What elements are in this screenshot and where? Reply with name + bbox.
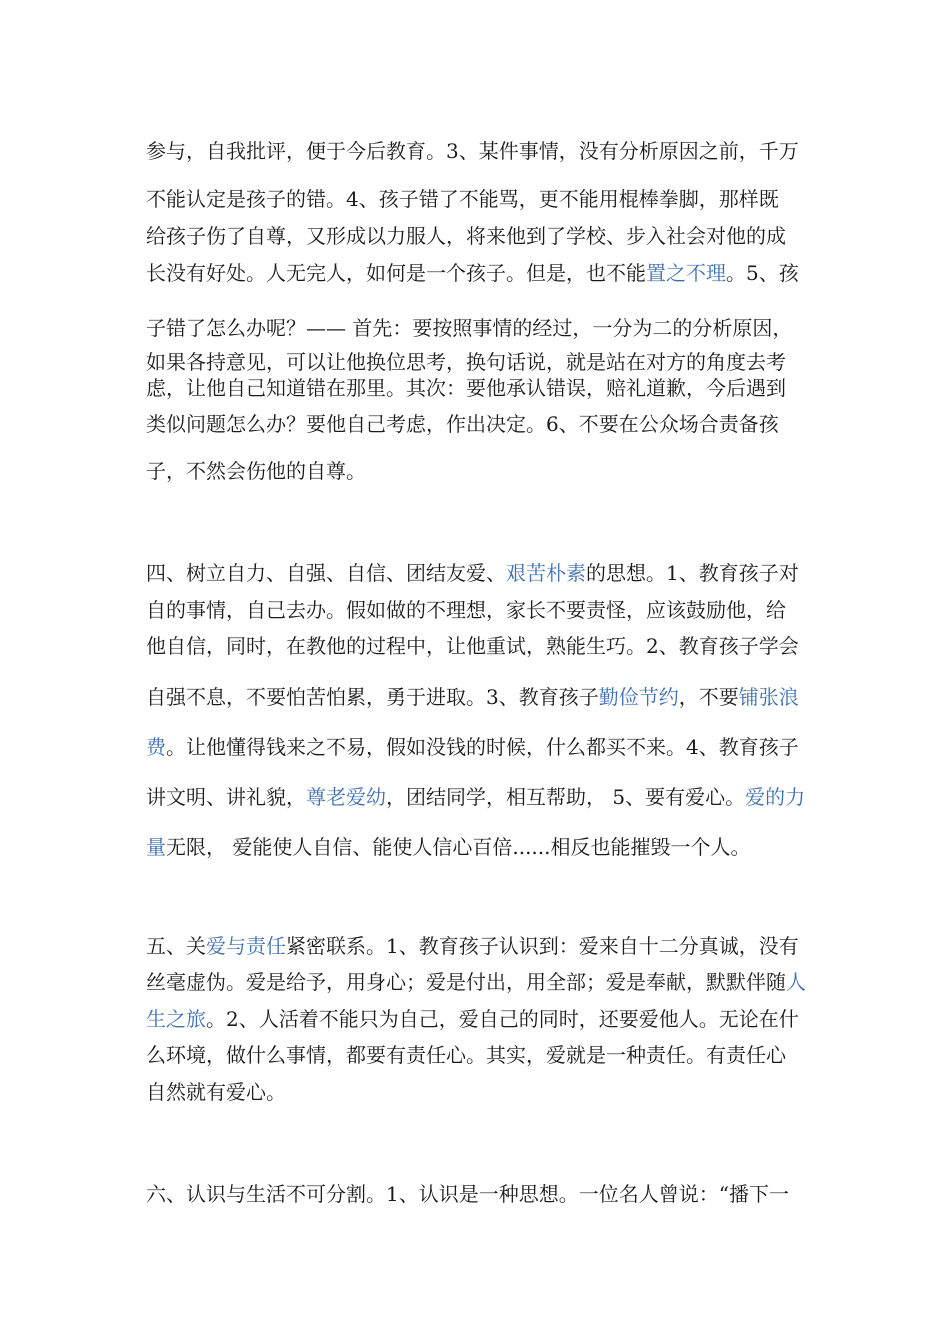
link-ai-yu-ze-ren[interactable]: 爱与责任 [206,934,286,958]
intro-line-1: 参与，自我批评，便于今后教育。3、某件事情，没有分析原因之前，千万 [146,139,799,163]
intro-line-4-text-b: 。5、孩 [726,261,799,285]
section-five-line-1-text-b: 紧密联系。1、教育孩子认识到：爱来自十二分真诚，没有 [286,934,799,958]
link-ren-sheng-zhi-lv-cont[interactable]: 生之旅 [146,1007,206,1031]
link-qin-jian-jie-yue[interactable]: 勤俭节约 [598,685,679,709]
section-five-line-4: 么环境，做什么事情，都要有责任心。其实，爱就是一种责任。有责任心 [146,1043,786,1067]
intro-line-4-text-a: 长没有好处。人无完人，如何是一个孩子。但是，也不能 [146,261,646,285]
section-four-line-5 [146,733,836,761]
section-four-line-1-text-b: 的思想。1、教育孩子对 [586,561,799,585]
section-four-line-4-text-a: 自强不息，不要怕苦怕累，勇于进取。3、教育孩子 [146,685,599,709]
section-six-line-1: 六、认识与生活不可分割。1、认识是一种思想。一位名人曾说：“播下一 [146,1182,789,1206]
intro-line-2: 不能认定是孩子的错。4、孩子错了不能骂，更不能用棍棒拳脚，那样既 [146,187,779,211]
section-four-line-1-text-a: 四、树立自力、自强、自信、团结友爱、 [146,561,506,585]
section-five-line-3-text-b: 。2、人活着不能只为自己，爱自己的同时，还要爱他人。无论在什 [206,1007,799,1031]
intro-line-5: 子错了怎么办呢？—— 首先：要按照事情的经过，一分为二的分析原因， [146,316,793,340]
intro-line-4 [146,259,836,287]
section-four-line-7-text-b: 无限， 爱能使人自信、能使人信心百倍......相反也能摧毁一个人。 [166,835,751,859]
link-jian-ku-pu-su[interactable]: 艰苦朴素 [506,561,586,585]
section-five-line-1-text-a: 五、关 [146,934,206,958]
section-four-line-5-text-b: 。让他懂得钱来之不易，假如没钱的时候，什么都买不来。4、教育孩子 [166,735,799,759]
link-zhi-zhi-bu-li[interactable]: 置之不理 [646,261,726,285]
link-ai-de-li-liang-cont[interactable]: 量 [146,835,166,859]
section-four-line-6-text-b: ，团结同学，相互帮助， 5、要有爱心。 [386,785,746,809]
intro-line-9: 子，不然会伤他的自尊。 [146,459,366,483]
section-five-line-2-text-a: 丝毫虚伪。爱是给予，用身心；爱是付出，用全部；爱是奉献，默默伴随 [146,970,786,994]
section-four-line-7 [146,833,836,861]
section-five-line-5: 自然就有爱心。 [146,1080,286,1104]
intro-line-8: 类似问题怎么办？要他自己考虑，作出决定。6、不要在公众场合责备孩 [146,412,779,436]
section-four-line-4 [146,683,836,711]
intro-line-7: 虑，让他自己知道错在那里。其次：要他承认错误，赔礼道歉，今后遇到 [146,376,786,400]
section-four-line-6 [146,783,836,811]
link-pu-zhang-lang-fei-cont[interactable]: 费 [146,735,166,759]
section-five-line-1 [146,932,836,960]
intro-line-3: 给孩子伤了自尊，又形成以力服人，将来他到了学校、步入社会对他的成 [146,224,786,248]
link-ai-de-li-liang[interactable]: 爱的力 [745,785,806,809]
section-five-line-2 [146,968,836,996]
link-pu-zhang-lang-fei[interactable]: 铺张浪 [738,685,799,709]
link-zun-lao-ai-you[interactable]: 尊老爱幼 [306,785,386,809]
section-four-line-4-text-b: ，不要 [678,685,739,709]
section-four-line-3: 他自信，同时，在教他的过程中，让他重试，熟能生巧。2、教育孩子学会 [146,634,799,658]
section-five-line-3 [146,1005,836,1033]
intro-line-6: 如果各持意见，可以让他换位思考，换句话说，就是站在对方的角度去考 [146,350,786,374]
section-four-line-1 [146,559,836,587]
section-four-line-2: 自的事情，自己去办。假如做的不理想，家长不要责怪，应该鼓励他，给 [146,598,786,622]
section-four-line-6-text-a: 讲文明、讲礼貌， [146,785,306,809]
link-ren-sheng-zhi-lv[interactable]: 人 [786,970,806,994]
